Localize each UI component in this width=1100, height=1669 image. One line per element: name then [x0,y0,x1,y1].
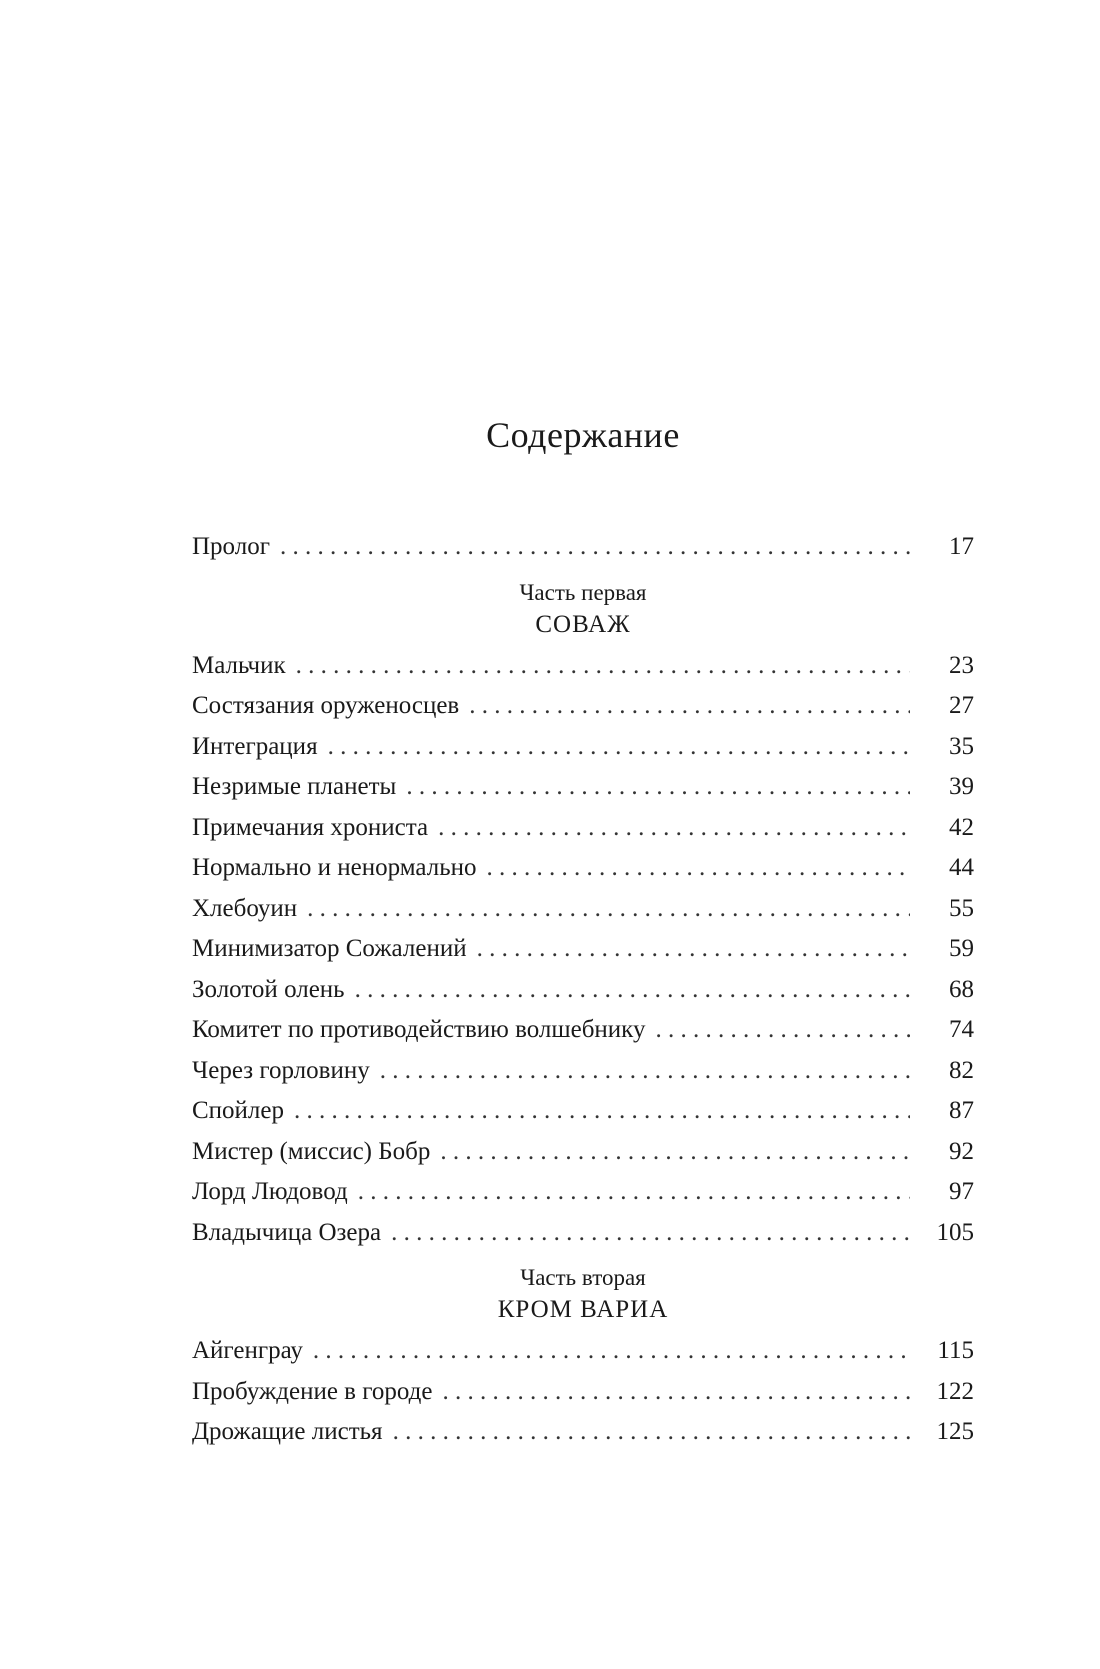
dot-leader [355,970,910,1011]
dot-leader [486,848,910,889]
toc-entry-title: Пробуждение в городе [192,1377,433,1405]
toc-entry [192,1132,974,1173]
dot-leader [469,686,910,727]
toc-entry [192,1091,974,1132]
part-1-entries [192,646,974,1254]
toc-entry-page: 87 [949,1097,974,1124]
toc-entry [192,1213,974,1254]
toc-entry [192,1331,974,1372]
dot-leader [440,1132,910,1173]
toc-entry-page: 23 [949,651,974,679]
toc-entry-page: 105 [936,1218,974,1246]
toc-entry-page: 115 [937,1337,974,1364]
dot-leader [358,1172,910,1213]
table-of-contents [192,405,974,1453]
dot-leader [380,1051,910,1092]
toc-entry [192,1051,974,1092]
dot-leader [655,1010,910,1051]
toc-entry-title: Интеграция [192,732,318,760]
toc-entry-title: Через горловину [192,1056,370,1084]
toc-entry [192,808,974,849]
toc-entry-prologue [192,527,974,568]
dot-leader [442,1372,910,1413]
toc-entry-title: Спойлер [192,1097,285,1124]
dot-leader [477,929,910,970]
part-label: Часть вторая [520,1265,646,1290]
toc-entry-page: 82 [949,1056,974,1084]
toc-entry-title: Незримые планеты [192,773,397,800]
toc-entry-title: Состязания оруженосцев [192,692,460,719]
part-label: Часть первая [519,579,647,605]
dot-leader [438,808,910,849]
toc-entry-title: Примечания хрониста [192,813,429,841]
toc-entry-page: 74 [949,1016,974,1043]
toc-entry-title: Нормально и ненормально [192,854,477,881]
toc-entry [192,767,974,808]
toc-entry [192,1412,974,1453]
dot-leader [280,527,910,568]
toc-entry-title: Золотой олень [192,975,345,1003]
toc-entry-page: 44 [949,854,974,881]
dot-leader [328,727,910,768]
toc-entry [192,686,974,727]
dot-leader [294,1091,910,1132]
toc-entry-title: Владычица Озера [192,1218,382,1246]
toc-entry [192,1010,974,1051]
toc-entry-title: Комитет по противодействию волшебнику [192,1016,646,1043]
toc-entry [192,848,974,889]
toc-entry [192,929,974,970]
toc-entry [192,889,974,930]
toc-entry-title: Дрожащие листья [192,1418,383,1445]
toc-entry-title: Пролог [192,533,270,560]
toc-entry-page: 17 [949,533,974,560]
toc-entry-page: 42 [949,813,974,841]
toc-entry-page: 122 [936,1377,974,1405]
toc-entry-page: 97 [949,1178,974,1205]
dot-leader [393,1412,910,1453]
toc-entry [192,1172,974,1213]
toc-entry-page: 92 [949,1137,974,1165]
dot-leader [313,1331,910,1372]
toc-entry-title: Мистер (миссис) Бобр [192,1137,431,1165]
dot-leader [307,889,910,930]
toc-entry-title: Хлебоуин [192,894,298,922]
dot-leader [406,767,910,808]
toc-entry-page: 39 [949,773,974,800]
toc-entry-page: 59 [949,935,974,962]
dot-leader [296,646,910,687]
toc-entry [192,727,974,768]
part-name: СОВАЖ [535,610,631,638]
toc-entry-page: 55 [949,894,974,922]
toc-entry [192,646,974,687]
toc-entry-page: 35 [949,732,974,760]
part-heading-1 [192,578,974,642]
toc-entry-page: 125 [936,1418,974,1445]
toc-entry-title: Минимизатор Сожалений [192,935,467,962]
dot-leader [391,1213,910,1254]
part-heading-2 [192,1263,974,1327]
toc-entry-page: 27 [949,692,974,719]
toc-entry [192,970,974,1011]
toc-entry [192,1372,974,1413]
toc-entry-title: Лорд Людовод [192,1178,348,1205]
part-2-entries [192,1331,974,1453]
toc-entry-title: Айгенграу [192,1337,303,1364]
part-name: КРОМ ВАРИА [497,1296,669,1323]
toc-entry-page: 68 [949,975,974,1003]
toc-entry-title: Мальчик [192,651,286,679]
page-title: Содержание [486,415,680,455]
